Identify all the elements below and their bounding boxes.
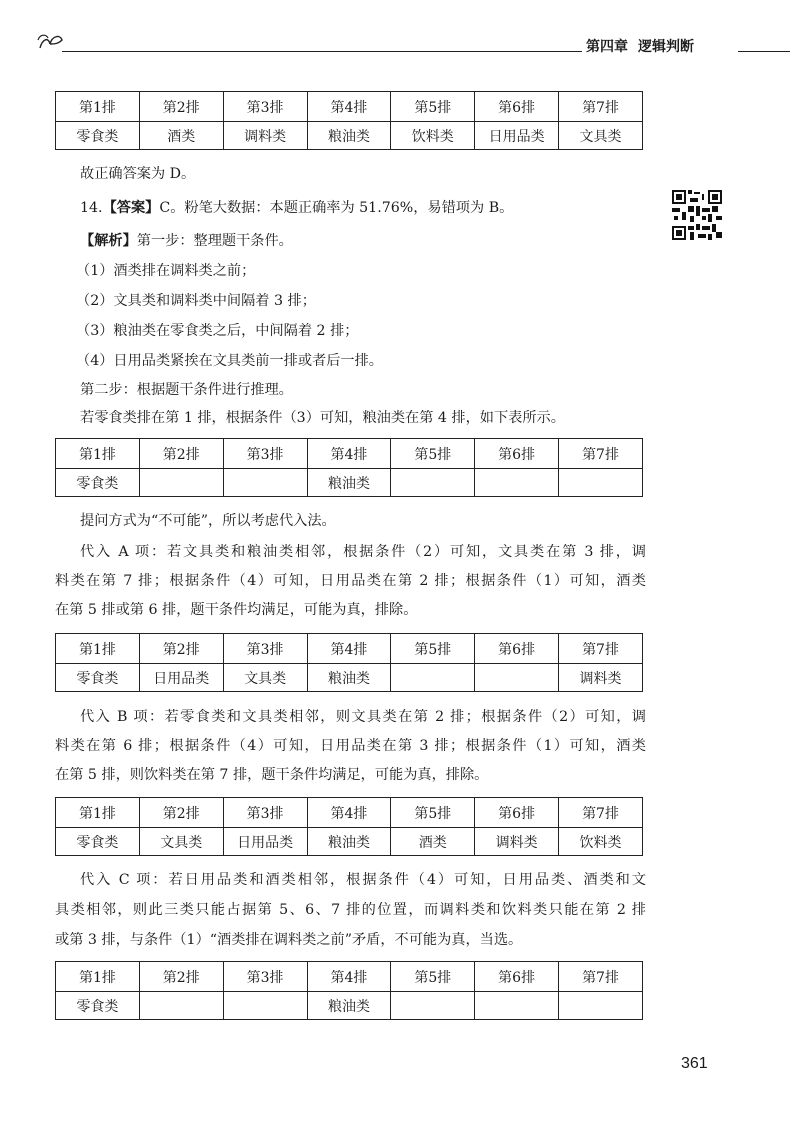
analysis-text: 第一步：整理题干条件。 xyxy=(136,233,293,249)
option-c-line-2: 具类相邻，则此三类只能占据第 5、6、7 排的位置，而调料类和饮料类只能在第 2 排 xyxy=(55,902,646,918)
option-b-line-2: 料类在第 6 排；根据条件（4）可知，日用品类在第 3 排；根据条件（1）可知，酒类 xyxy=(55,738,646,754)
table-header-row xyxy=(56,798,643,828)
table-cell xyxy=(139,992,223,1020)
table-cell: 零食类 xyxy=(56,664,140,692)
table-header-cell: 第6排 xyxy=(475,962,559,992)
table-header-cell: 第5排 xyxy=(391,798,475,828)
table-cell xyxy=(223,992,307,1020)
condition-4: （4）日用品类紧挨在文具类前一排或者后一排。 xyxy=(76,353,383,369)
table-header-cell: 第1排 xyxy=(56,798,140,828)
rank-table-3 xyxy=(55,633,643,692)
table-cell xyxy=(475,992,559,1020)
answer-tag: 【答案】 xyxy=(102,200,160,216)
table-cell: 粮油类 xyxy=(307,992,391,1020)
answer-line: 故正确答案为 D。 xyxy=(80,166,196,182)
table-cell: 日用品类 xyxy=(475,122,559,150)
table-header-cell: 第4排 xyxy=(307,962,391,992)
table-cell: 日用品类 xyxy=(139,664,223,692)
rank-table-2 xyxy=(55,438,643,497)
table-header-cell: 第5排 xyxy=(391,439,475,469)
table-row xyxy=(56,828,643,856)
table-header-cell: 第7排 xyxy=(559,439,643,469)
table-header-cell: 第3排 xyxy=(223,798,307,828)
step-2: 第二步：根据题干条件进行推理。 xyxy=(80,382,293,398)
method-line: 提问方式为“不可能”，所以考虑代入法。 xyxy=(80,513,336,529)
table-cell: 调料类 xyxy=(223,122,307,150)
table-cell xyxy=(139,469,223,497)
qr-code-icon xyxy=(672,190,722,240)
table-header-cell: 第2排 xyxy=(139,634,223,664)
condition-2: （2）文具类和调料类中间隔着 3 排； xyxy=(76,293,316,309)
table-cell: 粮油类 xyxy=(307,469,391,497)
table-header-cell: 第3排 xyxy=(223,92,307,122)
table-header-cell: 第5排 xyxy=(391,92,475,122)
table-cell: 调料类 xyxy=(559,664,643,692)
table-header-cell: 第5排 xyxy=(391,634,475,664)
question-number: 14. xyxy=(80,200,103,216)
table-header-row xyxy=(56,962,643,992)
table-cell xyxy=(391,992,475,1020)
option-c-line-1: 代入 C 项：若日用品类和酒类相邻，根据条件（4）可知，日用品类、酒类和文 xyxy=(80,872,646,888)
table-cell: 文具类 xyxy=(559,122,643,150)
table-header-row xyxy=(56,439,643,469)
table-header-cell: 第3排 xyxy=(223,962,307,992)
table-row xyxy=(56,122,643,150)
table-cell: 饮料类 xyxy=(559,828,643,856)
option-a-line-2: 料类在第 7 排；根据条件（4）可知，日用品类在第 2 排；根据条件（1）可知，酒类 xyxy=(55,573,646,589)
assumption-line: 若零食类排在第 1 排，根据条件（3）可知，粮油类在第 4 排，如下表所示。 xyxy=(80,410,565,426)
page-number: 361 xyxy=(681,1055,708,1072)
table-cell: 文具类 xyxy=(139,828,223,856)
question-14-answer xyxy=(80,199,513,217)
leaf-icon xyxy=(36,30,66,52)
table-header-row xyxy=(56,92,643,122)
table-header-cell: 第7排 xyxy=(559,798,643,828)
table-header-cell: 第6排 xyxy=(475,439,559,469)
table-cell: 日用品类 xyxy=(223,828,307,856)
table-cell xyxy=(391,469,475,497)
table-header-cell: 第7排 xyxy=(559,92,643,122)
table-cell xyxy=(475,664,559,692)
table-cell: 零食类 xyxy=(56,122,140,150)
rank-table-5 xyxy=(55,961,643,1020)
table-cell: 零食类 xyxy=(56,828,140,856)
table-cell: 零食类 xyxy=(56,469,140,497)
header-rule xyxy=(62,51,582,52)
condition-1: （1）酒类排在调料类之前； xyxy=(76,263,256,279)
table-header-cell: 第1排 xyxy=(56,962,140,992)
rank-table-4 xyxy=(55,797,643,856)
table-header-cell: 第1排 xyxy=(56,634,140,664)
table-header-cell: 第4排 xyxy=(307,798,391,828)
table-cell: 粮油类 xyxy=(307,828,391,856)
chapter-label: 第四章 xyxy=(586,39,628,55)
table-header-cell: 第2排 xyxy=(139,92,223,122)
option-b-line-1: 代入 B 项：若零食类和文具类相邻，则文具类在第 2 排；根据条件（2）可知，调 xyxy=(80,709,646,725)
table-header-cell: 第2排 xyxy=(139,439,223,469)
option-a-line-1: 代入 A 项：若文具类和粮油类相邻，根据条件（2）可知，文具类在第 3 排，调 xyxy=(80,544,646,560)
table-header-cell: 第2排 xyxy=(139,962,223,992)
option-a-line-3: 在第 5 排或第 6 排，题干条件均满足，可能为真，排除。 xyxy=(55,602,418,618)
table-header-cell: 第7排 xyxy=(559,962,643,992)
table-cell: 饮料类 xyxy=(391,122,475,150)
table-cell xyxy=(559,469,643,497)
table-header-cell: 第1排 xyxy=(56,439,140,469)
table-cell xyxy=(475,469,559,497)
table-cell xyxy=(391,664,475,692)
table-header-cell: 第4排 xyxy=(307,92,391,122)
table-row xyxy=(56,664,643,692)
condition-3: （3）粮油类在零食类之后，中间隔着 2 排； xyxy=(76,323,359,339)
table-cell: 粮油类 xyxy=(307,664,391,692)
header-rule-tail xyxy=(738,51,790,52)
table-header-cell: 第4排 xyxy=(307,634,391,664)
table-header-cell: 第4排 xyxy=(307,439,391,469)
table-cell: 文具类 xyxy=(223,664,307,692)
table-header-cell: 第6排 xyxy=(475,798,559,828)
table-header-cell: 第2排 xyxy=(139,798,223,828)
option-c-line-3: 或第 3 排，与条件（1）“酒类排在调料类之前”矛盾，不可能为真，当选。 xyxy=(55,932,523,948)
table-cell xyxy=(223,469,307,497)
table-header-cell: 第3排 xyxy=(223,634,307,664)
table-row xyxy=(56,469,643,497)
section-label: 逻辑判断 xyxy=(638,39,694,55)
table-header-cell: 第6排 xyxy=(475,634,559,664)
table-cell: 调料类 xyxy=(475,828,559,856)
answer-text: C。粉笔大数据：本题正确率为 51.76%，易错项为 B。 xyxy=(159,200,514,216)
analysis-tag: 【解析】 xyxy=(80,233,137,249)
rank-table-1 xyxy=(55,91,643,150)
table-cell xyxy=(559,992,643,1020)
table-header-cell: 第1排 xyxy=(56,92,140,122)
table-cell: 酒类 xyxy=(391,828,475,856)
table-header-cell: 第7排 xyxy=(559,634,643,664)
table-cell: 零食类 xyxy=(56,992,140,1020)
table-header-cell: 第3排 xyxy=(223,439,307,469)
table-header-cell: 第6排 xyxy=(475,92,559,122)
table-cell: 粮油类 xyxy=(307,122,391,150)
running-header xyxy=(586,38,736,56)
table-cell: 酒类 xyxy=(139,122,223,150)
option-b-line-3: 在第 5 排，则饮料类在第 7 排，题干条件均满足，可能为真，排除。 xyxy=(55,767,489,783)
table-header-cell: 第5排 xyxy=(391,962,475,992)
table-row xyxy=(56,992,643,1020)
analysis-heading xyxy=(80,232,293,250)
table-header-row xyxy=(56,634,643,664)
